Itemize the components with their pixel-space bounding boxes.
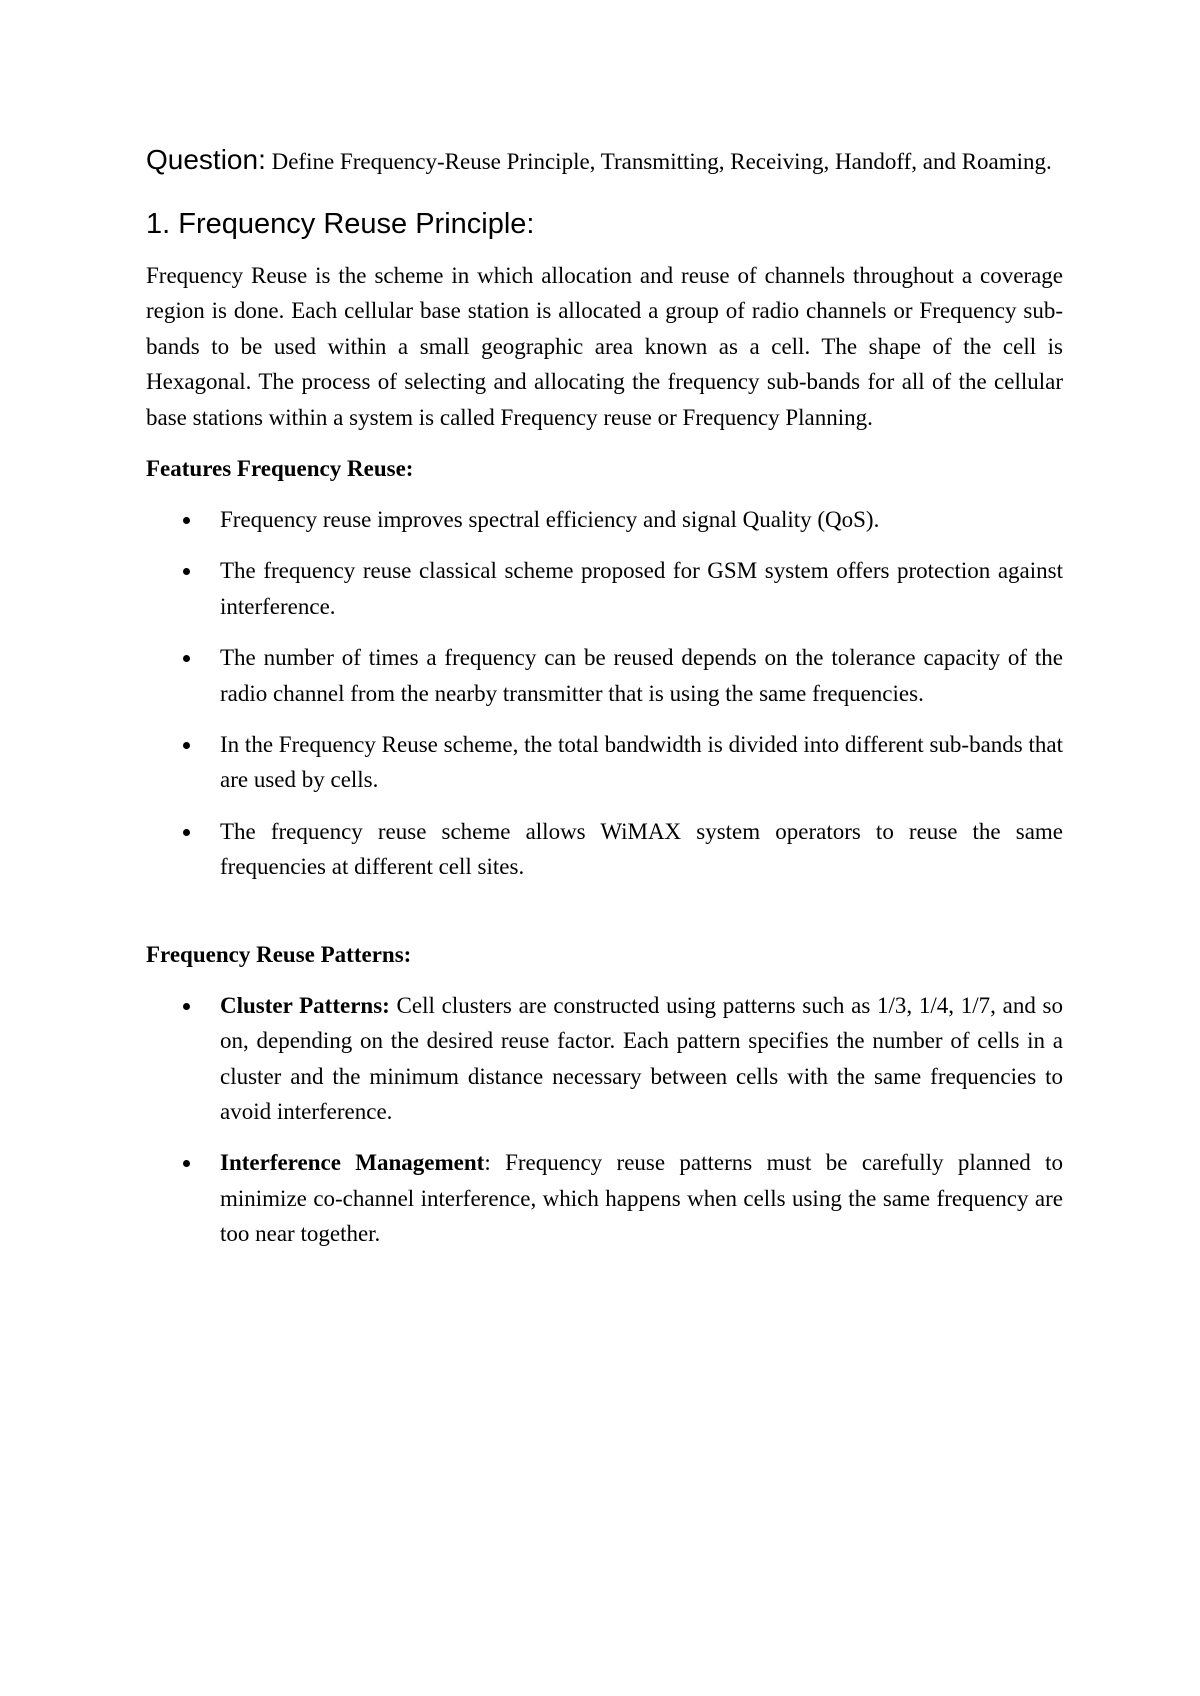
- pattern-term: Cluster Patterns:: [220, 992, 390, 1018]
- bullet-icon: [183, 517, 190, 524]
- list-item: [146, 553, 1063, 624]
- document-page: [146, 140, 1063, 1252]
- list-item: [146, 727, 1063, 798]
- bullet-icon: [183, 829, 190, 836]
- list-item-text: The frequency reuse classical scheme proposed for GSM system offers protection against interference.: [220, 558, 1063, 619]
- list-item-text: Frequency reuse improves spectral efficiency and signal Quality (QoS).: [220, 507, 880, 533]
- question-text: Define Frequency-Reuse Principle, Transmitting, Receiving, Handoff, and Roaming.: [265, 149, 1052, 174]
- bullet-icon: [183, 568, 190, 575]
- patterns-heading: Frequency Reuse Patterns:: [146, 941, 412, 967]
- patterns-list: [146, 988, 1063, 1252]
- pattern-text: : Frequency reuse patterns must be carefully planned to minimize co-channel interference, which happens when cells using the same frequency are too near together.: [220, 1150, 1063, 1247]
- question-line: [146, 140, 1063, 182]
- bullet-icon: [183, 1003, 190, 1010]
- pattern-text: Cell clusters are constructed using patterns such as 1/3, 1/4, 1/7, and so on, depending on the desired reuse factor. Each pattern specifies the number of cells in a cluster and the minimum distance necessary between cells with the same frequencies to avoid interference.: [220, 992, 1063, 1124]
- frequency-reuse-paragraph: Frequency Reuse is the scheme in which allocation and reuse of channels throughout a coverage region is done. Each cellular base station is allocated a group of radio channels or Frequency sub-bands to be used within a small geographic area known as a cell. The shape of the cell is Hexagonal. The process of selecting and allocating the frequency sub-bands for all of the cellular base stations within a system is called Frequency reuse or Frequency Planning.: [146, 263, 1063, 430]
- bullet-icon: [183, 655, 190, 662]
- question-label: Question:: [146, 144, 266, 175]
- pattern-term: Interference Management: [220, 1150, 485, 1176]
- list-item: [146, 814, 1063, 885]
- list-item: [146, 640, 1063, 711]
- list-item-text: The frequency reuse scheme allows WiMAX system operators to reuse the same frequencies at different cell sites.: [220, 818, 1063, 880]
- list-item: [146, 988, 1063, 1130]
- section-title-frequency-reuse: 1. Frequency Reuse Principle:: [146, 208, 535, 240]
- bullet-icon: [183, 1160, 190, 1167]
- features-list: [146, 502, 1063, 885]
- list-item: [146, 1145, 1063, 1251]
- bullet-icon: [183, 742, 190, 749]
- list-item: [146, 502, 1063, 537]
- features-heading: Features Frequency Reuse:: [146, 456, 414, 482]
- list-item-text: The number of times a frequency can be reused depends on the tolerance capacity of the radio channel from the nearby transmitter that is using the same frequencies.: [220, 645, 1063, 706]
- list-item-text: In the Frequency Reuse scheme, the total bandwidth is divided into different sub-bands that are used by cells.: [220, 732, 1063, 793]
